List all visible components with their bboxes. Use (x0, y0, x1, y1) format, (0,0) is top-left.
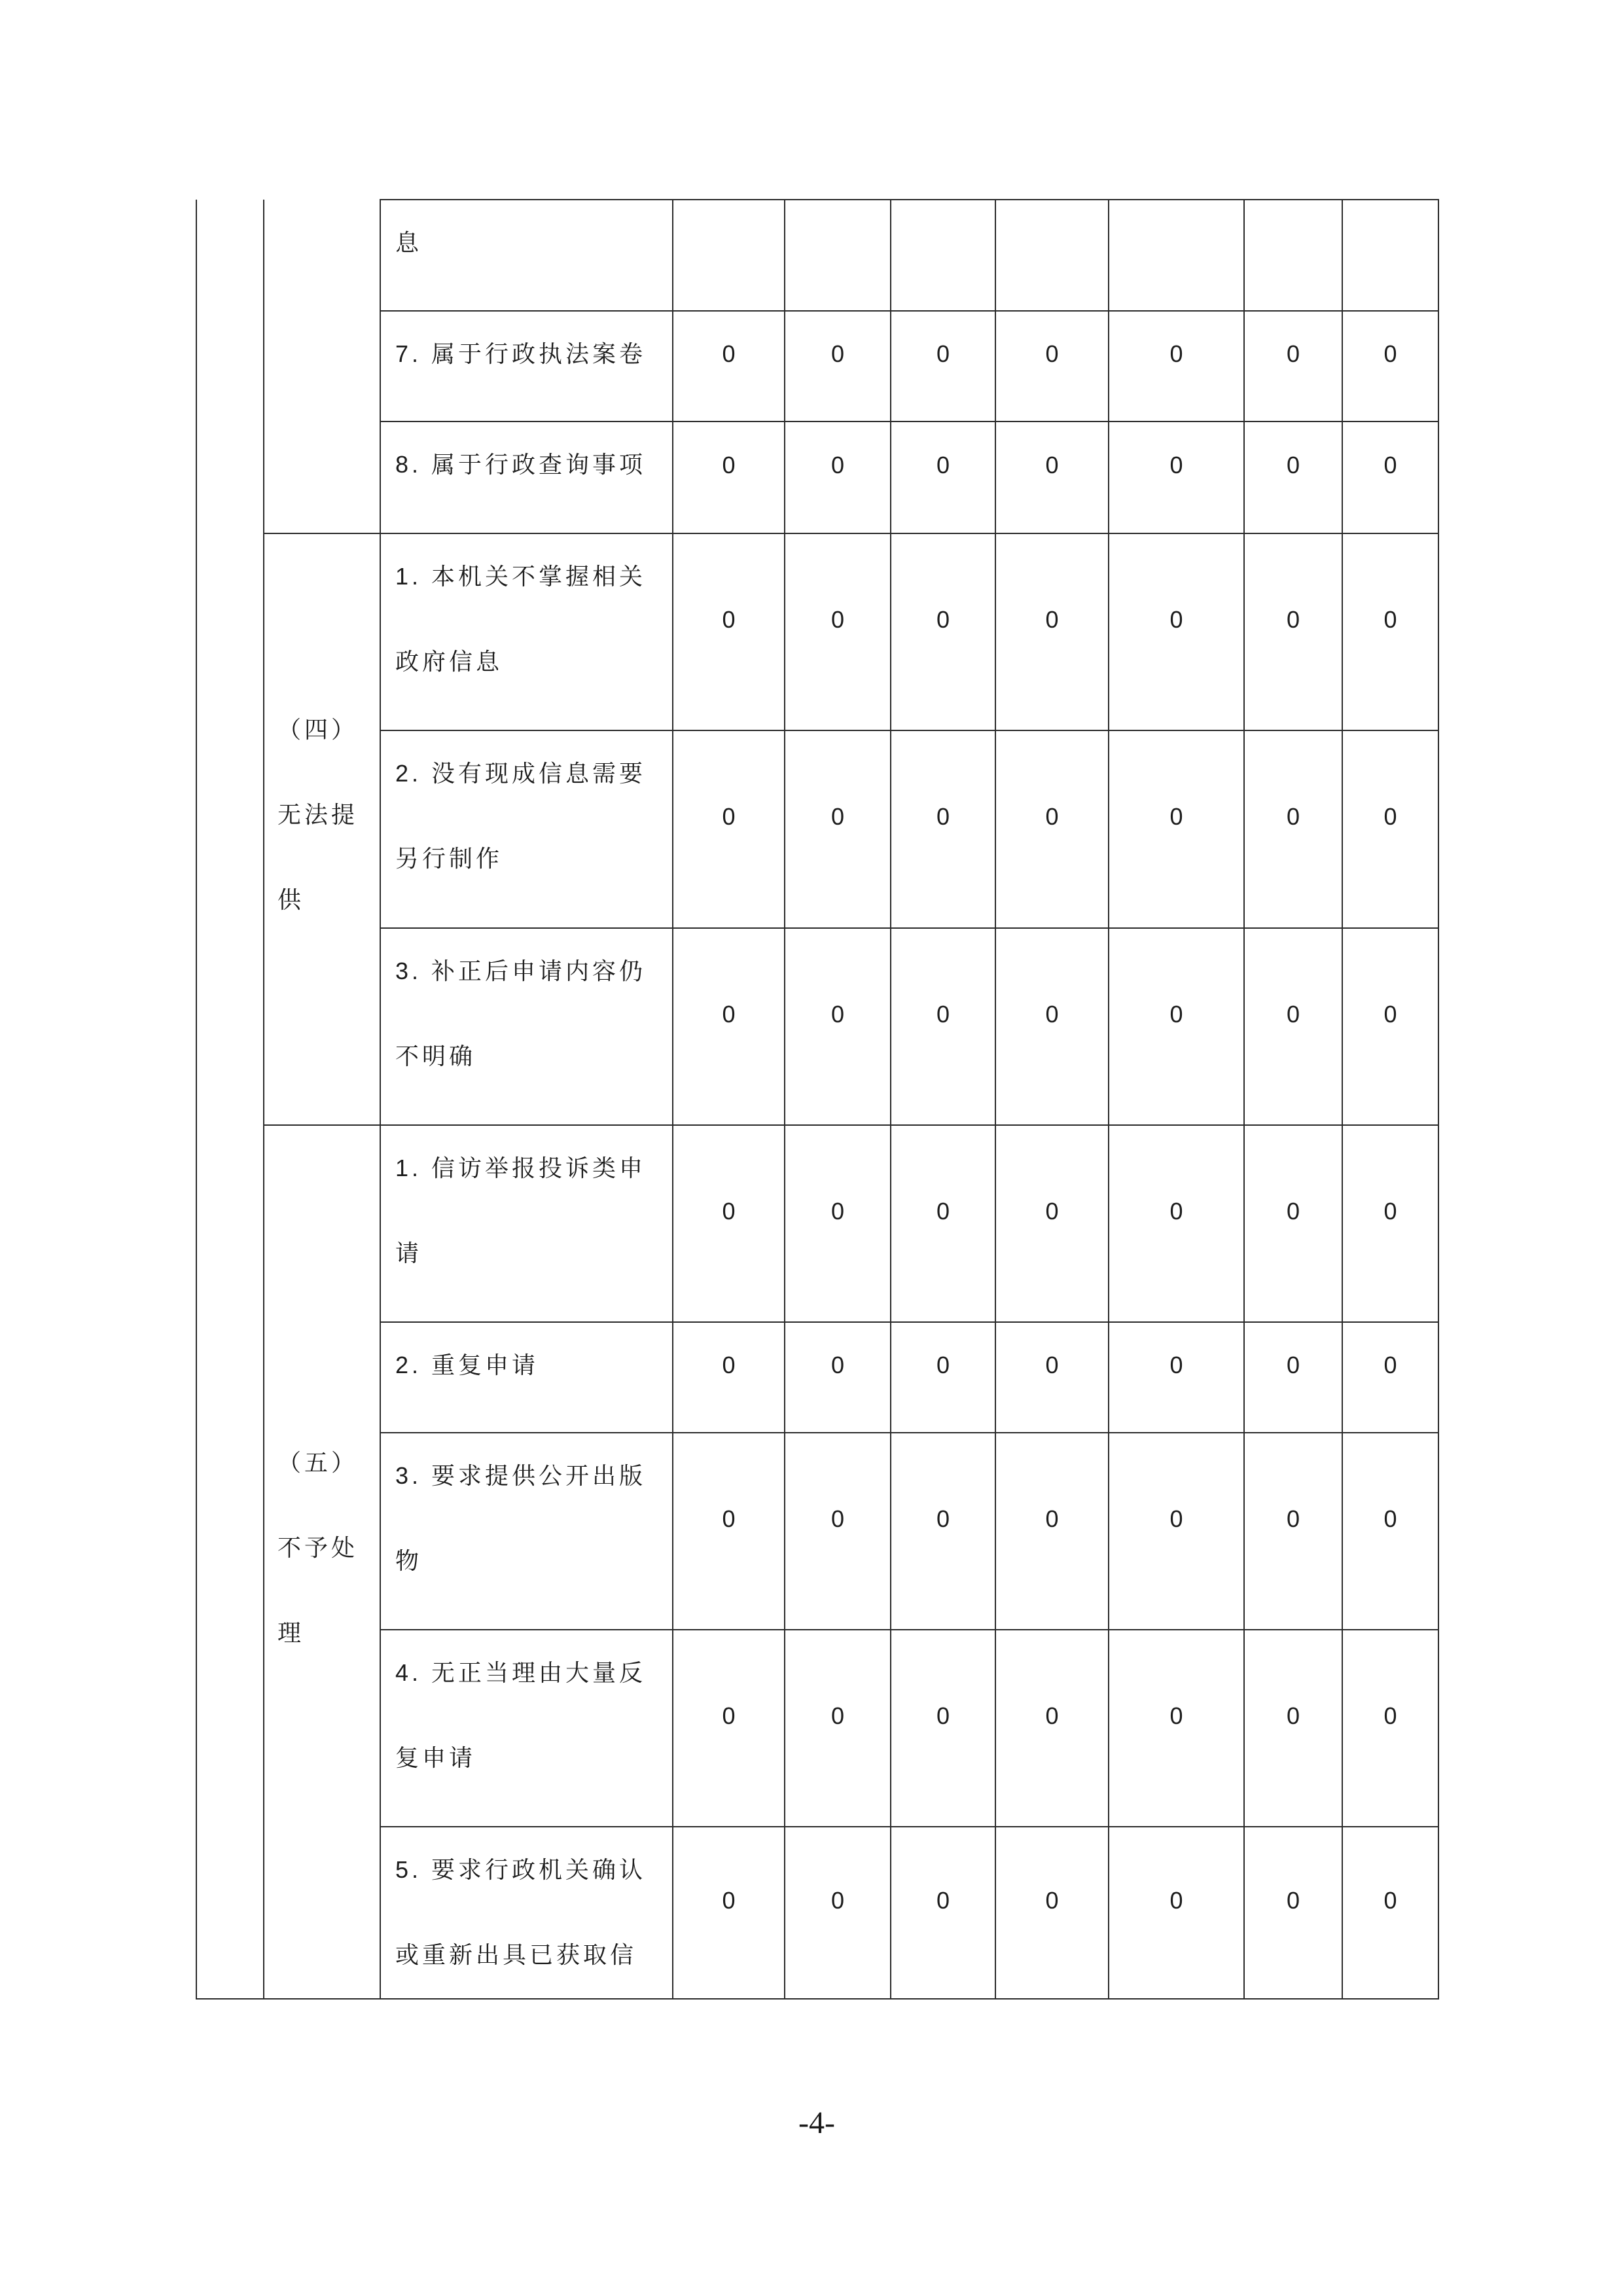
value-cell-empty (1109, 200, 1244, 311)
group-label-line: 供 (277, 886, 305, 913)
value-cell: 0 (1109, 311, 1244, 422)
item-label-line: 政府信息 (395, 648, 503, 675)
value-cell: 0 (785, 422, 891, 533)
page-number: -4- (798, 2106, 835, 2140)
value-cell: 0 (995, 1433, 1109, 1630)
value-cell: 0 (785, 928, 891, 1125)
group-label-line: （五） (277, 1448, 359, 1476)
value-cell: 0 (995, 1125, 1109, 1322)
table-row (196, 311, 1438, 422)
item-label-line: 1. 信访举报投诉类申 (395, 1155, 647, 1181)
value-cell-empty (995, 200, 1109, 311)
value-cell: 0 (995, 730, 1109, 928)
table-row (196, 1322, 1438, 1433)
value-cell: 0 (785, 1827, 891, 1999)
table-row (196, 533, 1438, 730)
value-cell: 0 (1109, 422, 1244, 533)
value-cell: 0 (785, 533, 891, 730)
group-label-line: 理 (277, 1619, 305, 1646)
category-column-continued (196, 200, 264, 1999)
item-label-line: 3. 要求提供公开出版 (395, 1462, 647, 1489)
value-cell: 0 (1342, 928, 1438, 1125)
value-cell: 0 (1342, 311, 1438, 422)
value-cell-empty (785, 200, 891, 311)
value-cell: 0 (891, 1827, 995, 1999)
item-cell (380, 1630, 673, 1827)
value-cell: 0 (891, 533, 995, 730)
item-label-line: 7. 属于行政执法案卷 (395, 340, 647, 367)
item-label-line: 或重新出具已获取信 (395, 1941, 637, 1968)
value-cell: 0 (995, 533, 1109, 730)
value-cell: 0 (1244, 533, 1342, 730)
value-cell: 0 (1342, 1125, 1438, 1322)
value-cell: 0 (1244, 928, 1342, 1125)
item-label-line: 4. 无正当理由大量反 (395, 1659, 647, 1686)
value-cell: 0 (1109, 533, 1244, 730)
group-label-line: 无法提 (277, 801, 359, 828)
value-cell: 0 (995, 1827, 1109, 1999)
value-cell: 0 (1109, 1322, 1244, 1433)
value-cell: 0 (1109, 1827, 1244, 1999)
table-row (196, 1630, 1438, 1827)
value-cell: 0 (891, 311, 995, 422)
table-row (196, 1433, 1438, 1630)
item-label-line: 2. 没有现成信息需要 (395, 760, 647, 787)
table-row (196, 1125, 1438, 1322)
value-cell-empty (891, 200, 995, 311)
value-cell: 0 (891, 928, 995, 1125)
value-cell: 0 (673, 928, 785, 1125)
item-label-line: 请 (395, 1240, 423, 1266)
value-cell: 0 (1244, 1630, 1342, 1827)
value-cell: 0 (785, 1125, 891, 1322)
item-cell (380, 1827, 673, 1999)
value-cell: 0 (673, 1125, 785, 1322)
value-cell: 0 (785, 1433, 891, 1630)
value-cell: 0 (891, 1322, 995, 1433)
value-cell: 0 (1109, 730, 1244, 928)
value-cell: 0 (1244, 422, 1342, 533)
value-cell: 0 (1109, 1433, 1244, 1630)
item-label-line: 5. 要求行政机关确认 (395, 1856, 647, 1883)
value-cell: 0 (1244, 311, 1342, 422)
statistics-table (196, 199, 1439, 2000)
value-cell: 0 (673, 1630, 785, 1827)
table-row (196, 1827, 1438, 1999)
value-cell: 0 (891, 1433, 995, 1630)
group-cell-unable-to-provide (264, 533, 380, 1125)
group-label-line: （四） (277, 716, 359, 743)
value-cell: 0 (785, 1630, 891, 1827)
table-row (196, 422, 1438, 533)
value-cell: 0 (673, 311, 785, 422)
value-cell: 0 (891, 1630, 995, 1827)
item-cell (380, 533, 673, 730)
item-cell (380, 1433, 673, 1630)
table-row (196, 730, 1438, 928)
value-cell: 0 (785, 1322, 891, 1433)
item-cell (380, 422, 673, 533)
item-cell (380, 311, 673, 422)
item-cell (380, 1125, 673, 1322)
value-cell: 0 (1244, 1125, 1342, 1322)
item-cell (380, 200, 673, 311)
item-label-line: 物 (395, 1547, 423, 1574)
value-cell-empty (673, 200, 785, 311)
value-cell: 0 (785, 311, 891, 422)
item-label-line: 1. 本机关不掌握相关 (395, 563, 647, 590)
value-cell: 0 (1244, 730, 1342, 928)
item-cell (380, 1322, 673, 1433)
value-cell: 0 (1342, 1433, 1438, 1630)
value-cell: 0 (891, 422, 995, 533)
value-cell: 0 (1109, 928, 1244, 1125)
item-label-line: 不明确 (395, 1043, 476, 1069)
value-cell: 0 (1244, 1433, 1342, 1630)
table-row (196, 928, 1438, 1125)
item-label-line: 8. 属于行政查询事项 (395, 451, 647, 478)
value-cell: 0 (673, 1827, 785, 1999)
value-cell: 0 (673, 422, 785, 533)
value-cell: 0 (995, 928, 1109, 1125)
value-cell: 0 (1342, 1827, 1438, 1999)
group-cell-continued (264, 200, 380, 533)
value-cell: 0 (995, 1630, 1109, 1827)
value-cell: 0 (1244, 1827, 1342, 1999)
value-cell: 0 (891, 1125, 995, 1322)
value-cell: 0 (673, 533, 785, 730)
item-label-line: 复申请 (395, 1744, 476, 1771)
value-cell: 0 (785, 730, 891, 928)
item-cell (380, 928, 673, 1125)
table-row (196, 200, 1438, 311)
value-cell: 0 (891, 730, 995, 928)
group-label-line: 不予处 (277, 1534, 359, 1561)
item-label-line: 另行制作 (395, 845, 503, 872)
value-cell: 0 (1342, 1630, 1438, 1827)
value-cell: 0 (1244, 1322, 1342, 1433)
value-cell: 0 (1342, 422, 1438, 533)
value-cell: 0 (673, 1433, 785, 1630)
value-cell: 0 (995, 311, 1109, 422)
value-cell-empty (1342, 200, 1438, 311)
item-label-line: 3. 补正后申请内容仍 (395, 958, 647, 984)
value-cell: 0 (1342, 533, 1438, 730)
value-cell-empty (1244, 200, 1342, 311)
item-label-line: 息 (395, 229, 423, 256)
value-cell: 0 (1109, 1630, 1244, 1827)
value-cell: 0 (1109, 1125, 1244, 1322)
value-cell: 0 (1342, 730, 1438, 928)
group-cell-not-processed (264, 1125, 380, 1999)
value-cell: 0 (673, 730, 785, 928)
item-cell (380, 730, 673, 928)
value-cell: 0 (995, 422, 1109, 533)
value-cell: 0 (673, 1322, 785, 1433)
item-label-line: 2. 重复申请 (395, 1352, 539, 1378)
value-cell: 0 (995, 1322, 1109, 1433)
value-cell: 0 (1342, 1322, 1438, 1433)
